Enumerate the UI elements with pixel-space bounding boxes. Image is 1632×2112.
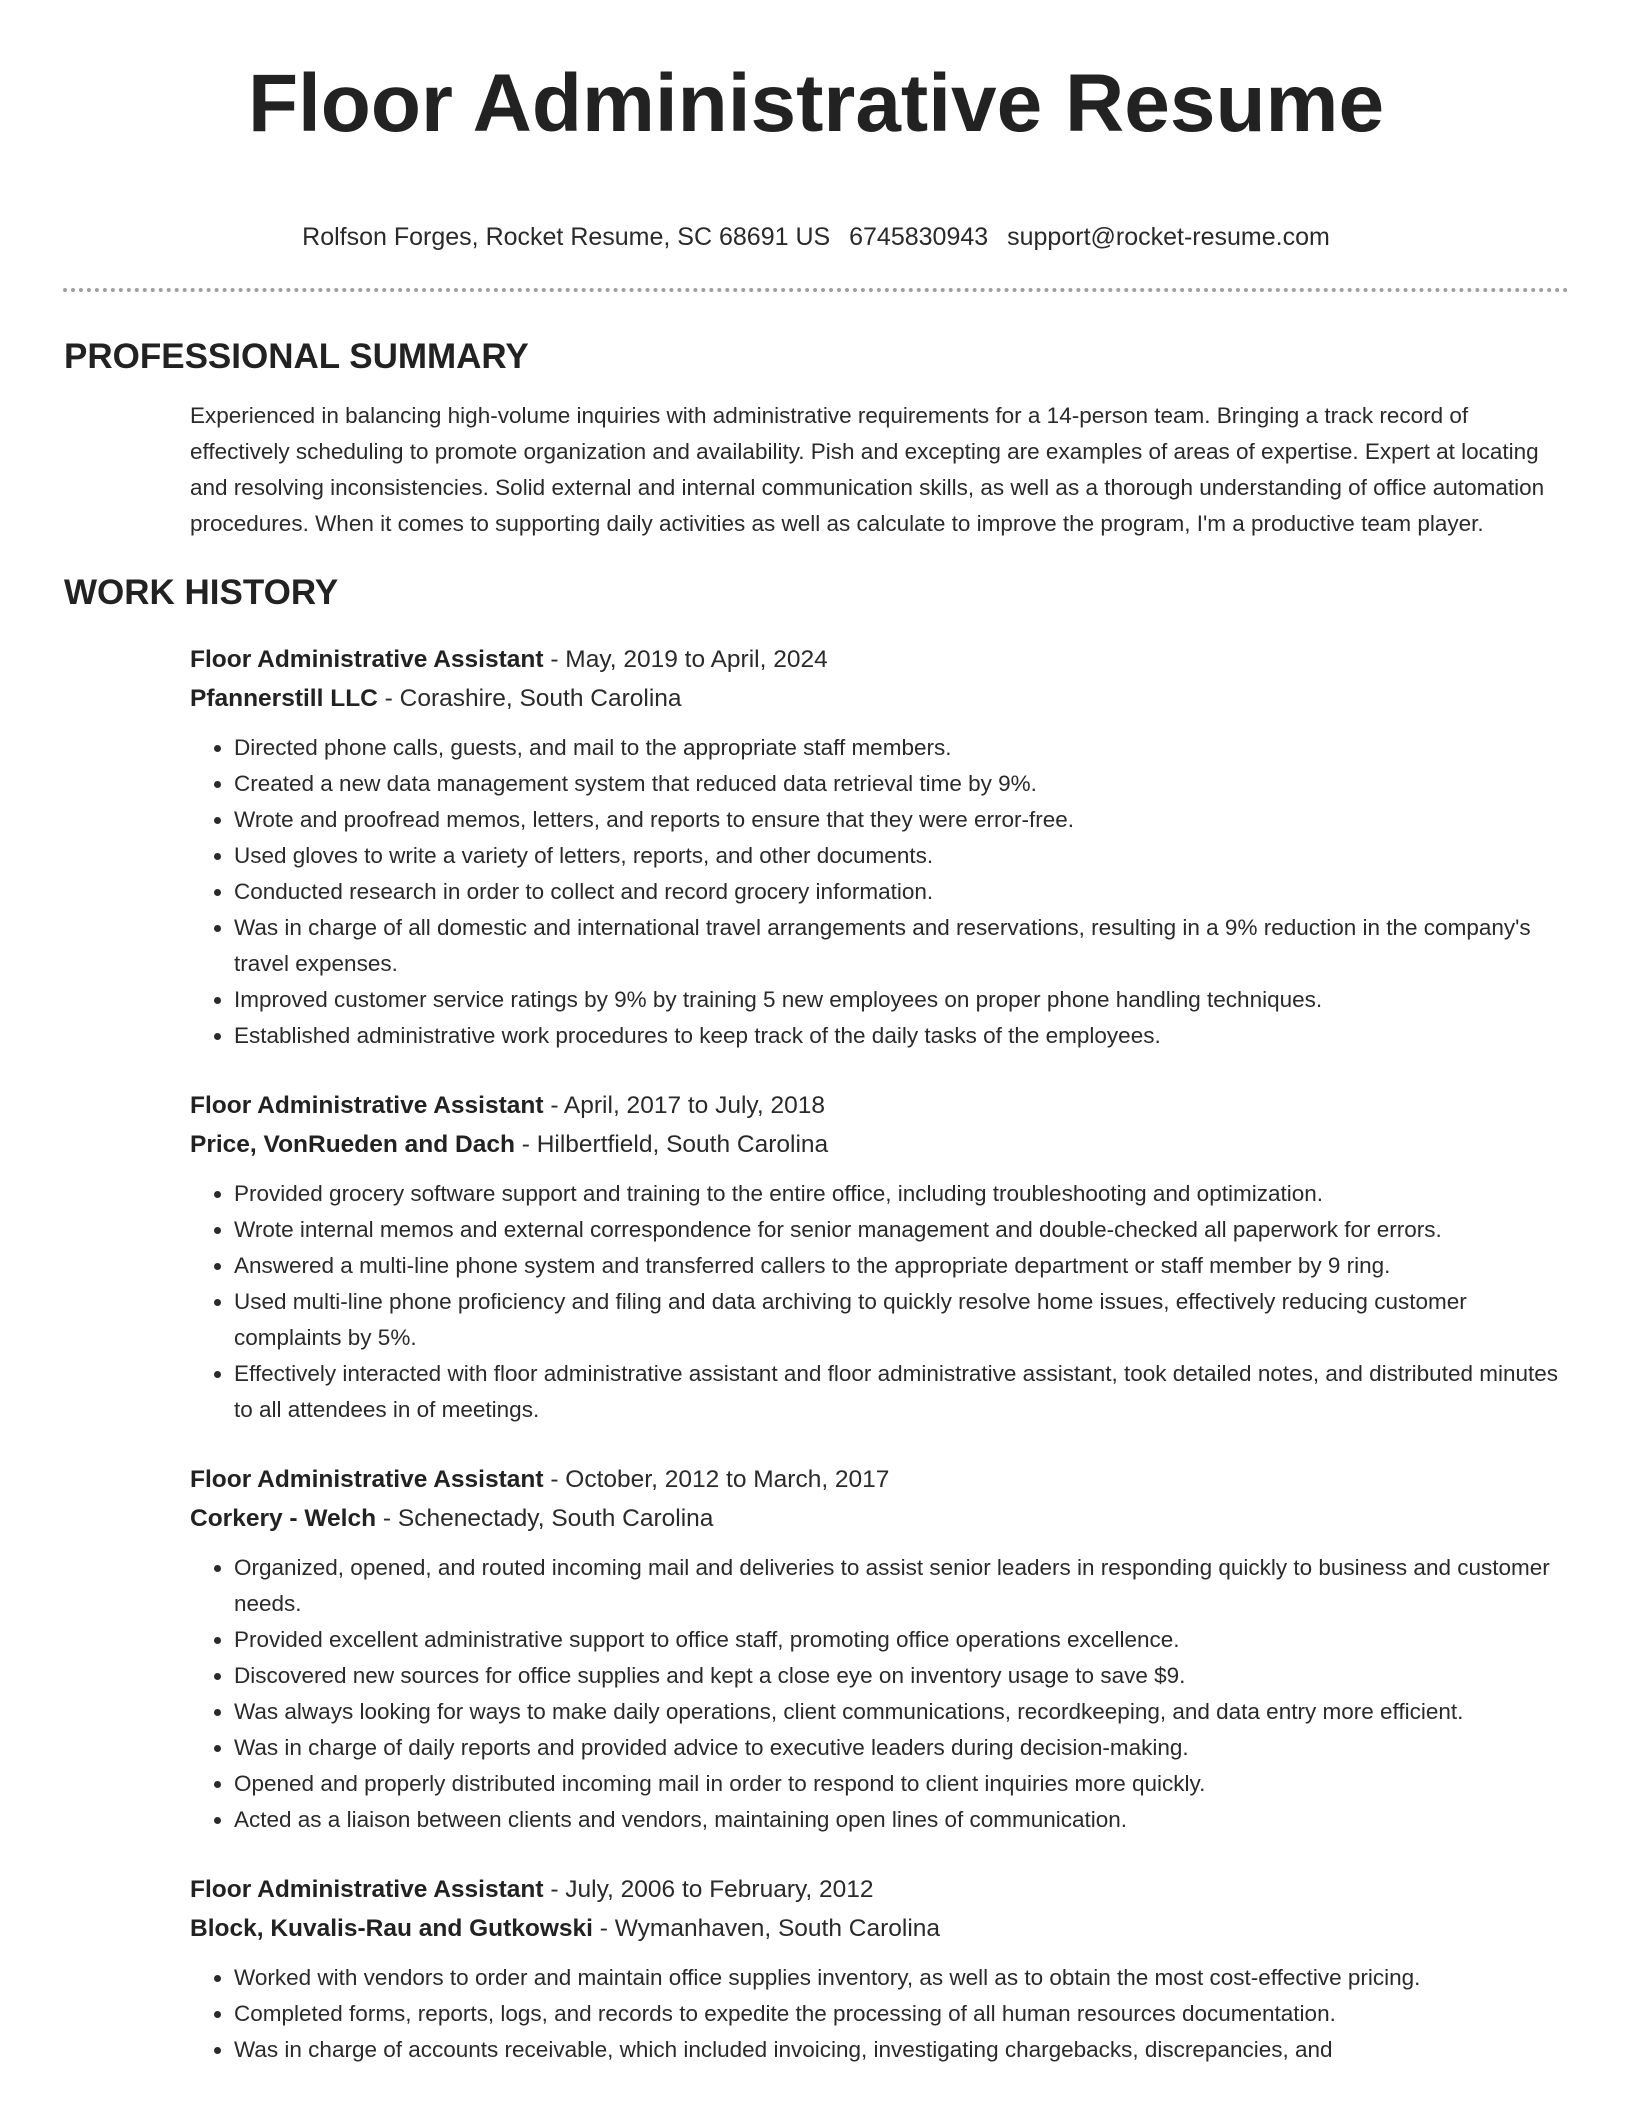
job-company-line (190, 1499, 1569, 1538)
job-dates: - October, 2012 to March, 2017 (543, 1466, 890, 1493)
job-bullet: • Acted as a liaison between clients and vendors, maintaining open lines of communication. (234, 1802, 1569, 1838)
job-bullet: • Wrote and proofread memos, letters, and reports to ensure that they were error-free. (234, 802, 1569, 838)
job-bullets (190, 1176, 1569, 1428)
contact-address: Rolfson Forges, Rocket Resume, SC 68691 US (302, 223, 831, 251)
job-title-line (190, 1086, 1569, 1125)
job-bullet: • Created a new data management system that reduced data retrieval time by 9%. (234, 766, 1569, 802)
job-title: Floor Administrative Assistant (190, 646, 544, 673)
job-location: - Hilbertfield, South Carolina (514, 1131, 829, 1158)
job-company-line (190, 1125, 1569, 1164)
job-company: Corkery - Welch (190, 1505, 377, 1532)
resume-header (0, 0, 1632, 252)
job-bullet: • Established administrative work procedures to keep track of the daily tasks of the employees. (234, 1018, 1569, 1054)
job-bullets (190, 730, 1569, 1054)
job-entry (190, 1460, 1569, 1838)
job-bullet: • Completed forms, reports, logs, and records to expedite the processing of all human resources documentation. (234, 1996, 1569, 2032)
job-title-line (190, 1460, 1569, 1499)
job-bullet: • Was always looking for ways to make daily operations, client communications, recordkeeping, and data entry more efficient. (234, 1694, 1569, 1730)
job-entry (190, 1870, 1569, 2068)
contact-line (0, 222, 1632, 252)
job-bullet: • Was in charge of accounts receivable, which included invoicing, investigating chargebacks, discrepancies, and (234, 2032, 1569, 2068)
job-location: - Corashire, South Carolina (377, 685, 682, 712)
job-bullet: • Answered a multi-line phone system and transferred callers to the appropriate department or staff member by 9 ring. (234, 1248, 1569, 1284)
job-location: - Schenectady, South Carolina (376, 1505, 714, 1532)
job-bullet: • Used gloves to write a variety of letters, reports, and other documents. (234, 838, 1569, 874)
work-history-list (0, 640, 1632, 2068)
job-company: Pfannerstill LLC (190, 685, 378, 712)
job-entry (190, 640, 1569, 1054)
summary-text: Experienced in balancing high-volume inquiries with administrative requirements for a 14-person team. Bringing a track record of effectively scheduling to promote organization and availability. Pish and excepting are examples of areas of expertise. Expert at locating and resolving inconsistencies. Solid external and internal communication skills, as well as a thorough understanding of office automation procedures. When it comes to supporting daily activities as well as calculate to improve the program, I'm a productive team player. (190, 403, 1545, 536)
job-title: Floor Administrative Assistant (190, 1876, 544, 1903)
job-bullet: • Provided grocery software support and training to the entire office, including troubleshooting and optimization. (234, 1176, 1569, 1212)
job-bullet: • Effectively interacted with floor administrative assistant and floor administrative assistant, took detailed notes, and distributed minutes to all attendees in of meetings. (234, 1356, 1569, 1428)
job-bullet: • Directed phone calls, guests, and mail to the appropriate staff members. (234, 730, 1569, 766)
job-dates: - July, 2006 to February, 2012 (543, 1876, 874, 1903)
header-divider (63, 288, 1569, 292)
job-company: Price, VonRueden and Dach (190, 1131, 515, 1158)
contact-phone: 6745830943 (849, 223, 989, 251)
job-dates: - May, 2019 to April, 2024 (543, 646, 828, 673)
job-bullet: • Was in charge of all domestic and international travel arrangements and reservations, resulting in a 9% reduction in the company's travel expenses. (234, 910, 1569, 982)
job-title-line (190, 640, 1569, 679)
job-bullet: • Used multi-line phone proficiency and filing and data archiving to quickly resolve home issues, effectively reducing customer complaints by 5%. (234, 1284, 1569, 1356)
job-bullet: • Opened and properly distributed incoming mail in order to respond to client inquiries more quickly. (234, 1766, 1569, 1802)
job-company: Block, Kuvalis-Rau and Gutkowski (190, 1915, 593, 1942)
job-bullet: • Discovered new sources for office supplies and kept a close eye on inventory usage to save $9. (234, 1658, 1569, 1694)
job-title-line (190, 1870, 1569, 1909)
job-bullets (190, 1960, 1569, 2068)
job-bullet: • Conducted research in order to collect and record grocery information. (234, 874, 1569, 910)
resume-title: Floor Administrative Resume (247, 58, 1385, 149)
job-company-line (190, 1909, 1569, 1948)
job-bullet: • Organized, opened, and routed incoming mail and deliveries to assist senior leaders in responding quickly to business and customer needs. (234, 1550, 1569, 1622)
job-bullets (190, 1550, 1569, 1838)
job-title: Floor Administrative Assistant (190, 1466, 544, 1493)
job-entry (190, 1086, 1569, 1428)
job-bullet: • Improved customer service ratings by 9% by training 5 new employees on proper phone handling techniques. (234, 982, 1569, 1018)
work-history-heading: WORK HISTORY (64, 573, 339, 612)
job-location: - Wymanhaven, South Carolina (592, 1915, 941, 1942)
contact-email: support@rocket-resume.com (1007, 223, 1330, 251)
job-company-line (190, 679, 1569, 718)
job-bullet: • Was in charge of daily reports and provided advice to executive leaders during decision-making. (234, 1730, 1569, 1766)
job-bullet: • Provided excellent administrative support to office staff, promoting office operations excellence. (234, 1622, 1569, 1658)
job-bullet: • Worked with vendors to order and maintain office supplies inventory, as well as to obtain the most cost-effective pricing. (234, 1960, 1569, 1996)
job-title: Floor Administrative Assistant (190, 1092, 544, 1119)
summary-heading: PROFESSIONAL SUMMARY (64, 337, 529, 376)
job-dates: - April, 2017 to July, 2018 (543, 1092, 825, 1119)
job-bullet: • Wrote internal memos and external correspondence for senior management and double-checked all paperwork for errors. (234, 1212, 1569, 1248)
